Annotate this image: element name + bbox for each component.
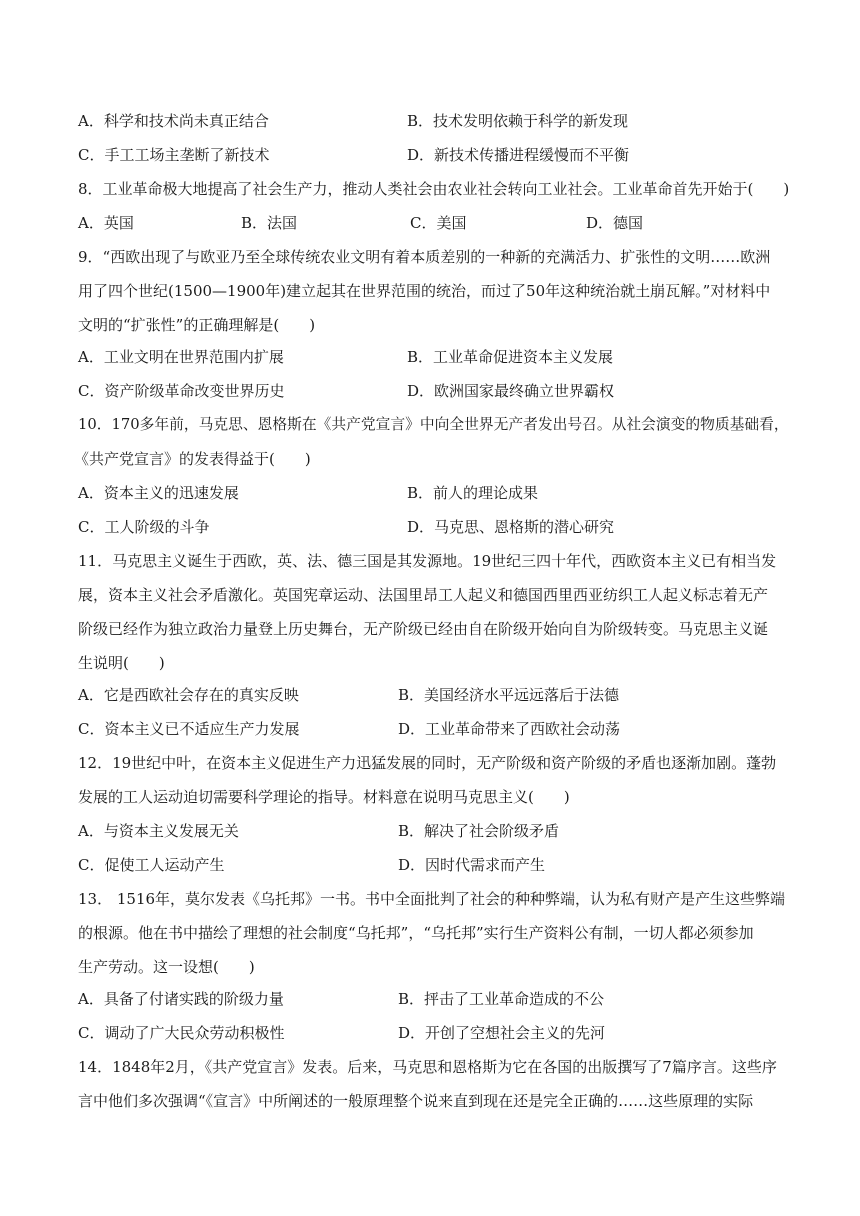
q10-option-d: D．马克思、恩格斯的潜心研究: [407, 518, 615, 536]
q10-stem-line-2: 《共产党宣言》的发表得益于( ): [74, 450, 311, 468]
q11-stem-line-3: 阶级已经作为独立政治力量登上历史舞台，无产阶级已经由自在阶级开始向自为阶级转变。马克思主义诞: [78, 620, 769, 638]
q9-stem-line-2: 用了四个世纪(1500—1900年)建立起其在世界范围的统治，而过了50年这种统治就土崩瓦解。”对材料中: [78, 282, 771, 300]
q12-option-b: B．解决了社会阶级矛盾: [398, 822, 560, 840]
q13-option-b: B．抨击了工业革命造成的不公: [398, 990, 605, 1008]
q13-option-d: D．开创了空想社会主义的先河: [398, 1024, 606, 1042]
q9-option-a: A．工业文明在世界范围内扩展: [78, 348, 284, 366]
q12-stem-line-2: 发展的工人运动迫切需要科学理论的指导。材料意在说明马克思主义( ): [78, 788, 570, 806]
q7-option-d: D．新技术传播进程缓慢而不平衡: [407, 146, 630, 164]
q11-stem-line-1: 11．马克思主义诞生于西欧，英、法、德三国是其发源地。19世纪三四十年代，西欧资本主义已有相当发: [78, 552, 777, 570]
q8-option-a: A．英国: [78, 214, 134, 232]
q12-option-d: D．因时代需求而产生: [398, 856, 546, 874]
q13-option-a: A．具备了付诸实践的阶级力量: [78, 990, 284, 1008]
q7-option-c: C．手工工场主垄断了新技术: [78, 146, 270, 164]
q13-option-c: C．调动了广大民众劳动积极性: [78, 1024, 285, 1042]
q9-option-b: B．工业革命促进资本主义发展: [407, 348, 614, 366]
q11-option-b: B．美国经济水平远远落后于法德: [398, 686, 620, 704]
q7-option-a: A．科学和技术尚未真正结合: [78, 112, 269, 130]
q8-option-d: D．德国: [586, 214, 644, 232]
q10-option-c: C．工人阶级的斗争: [78, 518, 210, 536]
q12-stem-line-1: 12．19世纪中叶，在资本主义促进生产力迅猛发展的同时，无产阶级和资产阶级的矛盾也逐渐加剧。蓬勃: [78, 754, 777, 772]
q13-stem-line-2: 的根源。他在书中描绘了理想的社会制度“乌托邦”，“乌托邦”实行生产资料公有制，一切人都必须参加: [78, 924, 754, 942]
q10-option-a: A．资本主义的迅速发展: [78, 484, 239, 502]
q9-option-d: D．欧洲国家最终确立世界霸权: [407, 382, 615, 400]
q9-stem-line-1: 9．“西欧出现了与欧亚乃至全球传统农业文明有着本质差别的一种新的充满活力、扩张性的文明……欧洲: [78, 248, 771, 266]
q12-option-a: A．与资本主义发展无关: [78, 822, 239, 840]
q11-stem-line-4: 生说明( ): [78, 654, 165, 672]
q13-stem-line-1: 13． 1516年，莫尔发表《乌托邦》一书。书中全面批判了社会的种种弊端，认为私有财产是产生这些弊端: [78, 890, 786, 908]
q9-option-c: C．资产阶级革命改变世界历史: [78, 382, 285, 400]
q14-stem-line-2: 言中他们多次强调“《宣言》中所阐述的一般原理整个说来直到现在还是完全正确的……这些原理的实际: [78, 1092, 754, 1110]
q13-stem-line-3: 生产劳动。这一设想( ): [78, 958, 255, 976]
q8-option-c: C．美国: [410, 214, 467, 232]
q11-stem-line-2: 展，资本主义社会矛盾激化。英国宪章运动、法国里昂工人起义和德国西里西亚纺织工人起义标志着无产: [78, 586, 769, 604]
q9-stem-line-3: 文明的“扩张性”的正确理解是( ): [78, 316, 316, 334]
q11-option-a: A．它是西欧社会存在的真实反映: [78, 686, 299, 704]
q14-stem-line-1: 14．1848年2月，《共产党宣言》发表。后来，马克思和恩格斯为它在各国的出版撰写了7篇序言。这些序: [78, 1058, 777, 1076]
q12-option-c: C．促使工人运动产生: [78, 856, 225, 874]
q8-stem-line-1: 8．工业革命极大地提高了社会生产力，推动人类社会由农业社会转向工业社会。工业革命首先开始于( ): [78, 180, 790, 198]
q10-option-b: B．前人的理论成果: [407, 484, 539, 502]
q8-option-b: B．法国: [241, 214, 298, 232]
q10-stem-line-1: 10．170多年前，马克思、恩格斯在《共产党宣言》中向全世界无产者发出号召。从社会演变的物质基础看，: [78, 416, 789, 433]
q7-option-b: B．技术发明依赖于科学的新发现: [407, 112, 629, 130]
q11-option-c: C．资本主义已不适应生产力发展: [78, 720, 300, 738]
q11-option-d: D．工业革命带来了西欧社会动荡: [398, 720, 621, 738]
